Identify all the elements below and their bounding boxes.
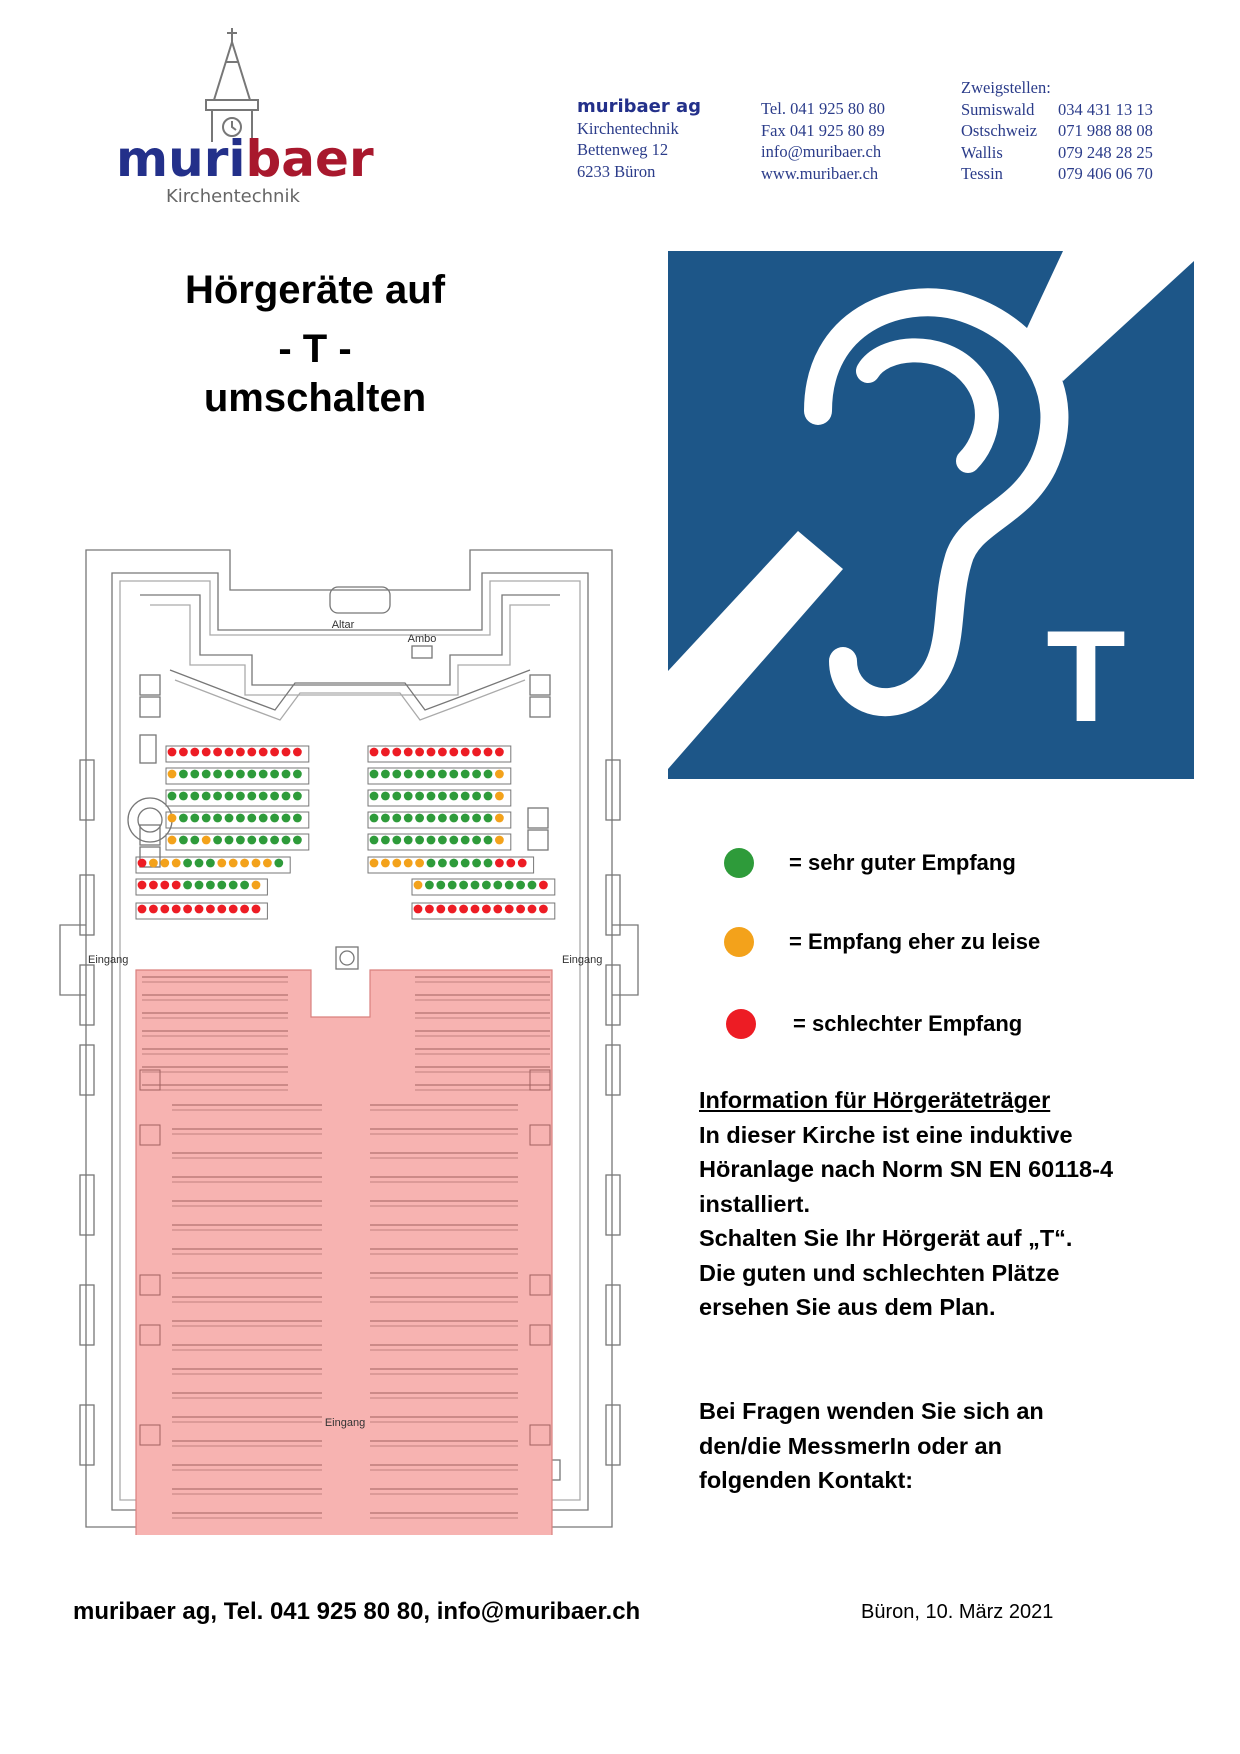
seat-marker: [404, 792, 413, 801]
seat-marker: [190, 770, 199, 779]
seat-marker: [149, 881, 158, 890]
seat-marker: [240, 881, 249, 890]
seat-marker: [190, 792, 199, 801]
seat-marker: [516, 881, 525, 890]
seat-marker: [229, 859, 238, 868]
seat-marker: [225, 770, 234, 779]
seat-marker: [495, 814, 504, 823]
seat-marker: [427, 792, 436, 801]
seat-marker: [236, 770, 245, 779]
seat-marker: [179, 836, 188, 845]
seat-marker: [195, 905, 204, 914]
seat-marker: [179, 748, 188, 757]
seat-marker: [381, 792, 390, 801]
seat-marker: [528, 881, 537, 890]
info-line: Schalten Sie Ihr Hörgerät auf „T“.: [699, 1225, 1073, 1251]
seat-marker: [213, 748, 222, 757]
seat-marker: [270, 836, 279, 845]
seat-marker: [270, 792, 279, 801]
seat-marker: [217, 859, 226, 868]
seat-marker: [495, 859, 504, 868]
logo-wordmark: [116, 130, 374, 188]
seat-marker: [282, 814, 291, 823]
info-line: Die guten und schlechten Plätze: [699, 1259, 1060, 1286]
seat-marker: [471, 905, 480, 914]
seat-marker: [259, 770, 268, 779]
branch-phone: 034 431 13 13: [1058, 99, 1153, 119]
hearing-loop-sign: [668, 251, 1194, 779]
seat-marker: [484, 814, 493, 823]
seat-marker: [381, 748, 390, 757]
seat-marker: [495, 792, 504, 801]
seat-marker: [202, 770, 211, 779]
contact-line: Bei Fragen wenden Sie sich an: [699, 1398, 1044, 1424]
seat-marker: [168, 770, 177, 779]
seat-marker: [202, 836, 211, 845]
branch-label: Zweigstellen:: [961, 78, 1051, 97]
seat-marker: [449, 814, 458, 823]
seat-marker: [414, 881, 423, 890]
seat-marker: [293, 748, 302, 757]
church-tower-icon: [110, 22, 370, 142]
seat-marker: [493, 881, 502, 890]
seat-marker: [370, 814, 379, 823]
seat-marker: [179, 792, 188, 801]
seat-marker: [539, 905, 548, 914]
seat-marker: [404, 836, 413, 845]
seat-marker: [206, 905, 215, 914]
seat-marker: [415, 748, 424, 757]
seat-marker: [516, 905, 525, 914]
seat-marker: [449, 770, 458, 779]
seat-marker: [425, 881, 434, 890]
seat-marker: [438, 836, 447, 845]
seat-marker: [370, 836, 379, 845]
seat-marker: [168, 836, 177, 845]
seat-marker: [449, 836, 458, 845]
seat-marker: [484, 770, 493, 779]
contact-email[interactable]: info@muribaer.ch: [761, 142, 882, 161]
seat-marker: [472, 836, 481, 845]
seat-marker: [472, 748, 481, 757]
seat-marker: [252, 905, 261, 914]
seat-marker: [190, 748, 199, 757]
seat-marker: [293, 836, 302, 845]
seat-marker: [484, 792, 493, 801]
branch-name: Wallis: [961, 142, 1003, 162]
branch-phone: 071 988 88 08: [1058, 121, 1153, 140]
seat-marker: [172, 859, 181, 868]
branch-item: [961, 99, 1153, 121]
seat-marker: [495, 770, 504, 779]
seat-marker: [495, 748, 504, 757]
seat-marker: [448, 881, 457, 890]
legend-bad-label: = schlechter Empfang: [793, 1011, 1023, 1036]
seat-marker: [225, 836, 234, 845]
seat-marker: [404, 814, 413, 823]
seat-marker: [179, 814, 188, 823]
info-heading: Information für Hörgeräteträger: [699, 1087, 1051, 1113]
seat-marker: [179, 770, 188, 779]
seat-marker: [392, 748, 401, 757]
seat-marker: [414, 905, 423, 914]
contact-block: [699, 1394, 1044, 1498]
seat-marker: [247, 792, 256, 801]
info-line: In dieser Kirche ist eine induktive: [699, 1121, 1073, 1148]
contact-line: den/die MessmerIn oder an: [699, 1432, 1002, 1459]
seat-marker: [427, 748, 436, 757]
branch-name: Ostschweiz: [961, 121, 1038, 140]
seat-marker: [259, 836, 268, 845]
seat-marker: [472, 770, 481, 779]
logo-subtitle: Kirchentechnik: [166, 186, 300, 207]
seat-marker: [225, 814, 234, 823]
seat-marker: [427, 859, 436, 868]
seat-marker: [217, 905, 226, 914]
seat-marker: [206, 859, 215, 868]
info-line: installiert.: [699, 1190, 811, 1217]
sign-letter: T: [1046, 603, 1126, 749]
seat-marker: [392, 814, 401, 823]
seat-marker: [392, 792, 401, 801]
legend-good-label: = sehr guter Empfang: [789, 850, 1016, 875]
seat-marker: [392, 859, 401, 868]
ambo-label: Ambo: [407, 633, 437, 645]
entrance-left-label: Eingang: [88, 954, 129, 966]
seat-marker: [168, 748, 177, 757]
seat-marker: [172, 881, 181, 890]
seat-marker: [236, 748, 245, 757]
seat-marker: [217, 881, 226, 890]
info-line: Höranlage nach Norm SN EN 60118-4: [699, 1156, 1114, 1182]
seat-marker: [149, 859, 158, 868]
seat-marker: [202, 748, 211, 757]
seat-marker: [259, 792, 268, 801]
contact-tel: Tel. 041 925 80 80: [761, 99, 885, 118]
seat-marker: [438, 770, 447, 779]
seat-marker: [236, 836, 245, 845]
seat-marker: [505, 905, 514, 914]
seat-marker: [282, 770, 291, 779]
company-line2: Bettenweg 12: [577, 140, 669, 159]
seat-marker: [436, 881, 445, 890]
seat-marker: [252, 859, 261, 868]
seat-marker: [415, 859, 424, 868]
seat-marker: [370, 770, 379, 779]
seat-marker: [213, 792, 222, 801]
company-line3: 6233 Büron: [577, 161, 656, 181]
branch-name: Sumiswald: [961, 99, 1035, 119]
seat-marker: [484, 748, 493, 757]
seat-marker: [229, 905, 238, 914]
company-contact: [761, 98, 885, 184]
seat-marker: [293, 770, 302, 779]
seat-marker: [459, 905, 468, 914]
seat-marker: [404, 748, 413, 757]
seat-marker: [381, 859, 390, 868]
title-line2: - T -: [278, 327, 352, 371]
seat-marker: [438, 748, 447, 757]
seat-marker: [190, 836, 199, 845]
branch-name: Tessin: [961, 164, 1003, 183]
seat-marker: [495, 836, 504, 845]
seat-marker: [461, 836, 470, 845]
hearing-loop-ear-icon: [668, 251, 1194, 779]
church-floorplan: [40, 525, 690, 1535]
seat-marker: [160, 881, 169, 890]
contact-web[interactable]: www.muribaer.ch: [761, 163, 879, 183]
seat-marker: [381, 814, 390, 823]
seat-marker: [484, 859, 493, 868]
seat-marker: [425, 905, 434, 914]
company-line1: Kirchentechnik: [577, 118, 679, 138]
logo-word-part2: baer: [245, 130, 374, 188]
seat-marker: [472, 859, 481, 868]
legend-good-dot: [724, 848, 754, 878]
seat-marker: [505, 881, 514, 890]
seat-marker: [138, 859, 147, 868]
company-name: muribaer ag: [577, 96, 702, 117]
seat-marker: [415, 814, 424, 823]
seat-marker: [247, 836, 256, 845]
seat-marker: [506, 859, 515, 868]
seat-marker: [270, 814, 279, 823]
seat-marker: [438, 792, 447, 801]
seat-marker: [195, 881, 204, 890]
seat-marker: [449, 859, 458, 868]
seat-marker: [449, 748, 458, 757]
company-address: [577, 96, 701, 182]
seat-marker: [160, 859, 169, 868]
seat-marker: [213, 814, 222, 823]
seat-marker: [448, 905, 457, 914]
seat-marker: [427, 814, 436, 823]
seat-marker: [293, 814, 302, 823]
branch-item: [961, 120, 1153, 142]
branch-list: [961, 77, 1153, 185]
branch-phone: 079 248 28 25: [1058, 142, 1153, 162]
seat-marker: [213, 770, 222, 779]
branch-item: [961, 163, 1153, 185]
seat-marker: [482, 905, 491, 914]
seat-marker: [202, 792, 211, 801]
seat-marker: [461, 792, 470, 801]
legend-medium-dot: [724, 927, 754, 957]
seat-marker: [183, 881, 192, 890]
seat-marker: [247, 814, 256, 823]
seat-marker: [149, 905, 158, 914]
seat-marker: [484, 836, 493, 845]
seat-marker: [438, 859, 447, 868]
seat-marker: [282, 836, 291, 845]
seat-marker: [427, 836, 436, 845]
legend-medium-label: = Empfang eher zu leise: [789, 929, 1041, 954]
contact-fax: Fax 041 925 80 89: [761, 120, 885, 140]
seat-marker: [138, 905, 147, 914]
seat-marker: [436, 905, 445, 914]
seat-marker: [415, 770, 424, 779]
seat-marker: [449, 792, 458, 801]
seat-marker: [183, 905, 192, 914]
seat-marker: [461, 748, 470, 757]
company-logo: [110, 22, 374, 212]
seat-marker: [461, 814, 470, 823]
seat-marker: [461, 770, 470, 779]
seat-marker: [168, 814, 177, 823]
seat-marker: [236, 814, 245, 823]
seat-marker: [225, 748, 234, 757]
seat-marker: [274, 859, 283, 868]
info-block: [699, 1083, 1113, 1325]
seat-marker: [472, 792, 481, 801]
seat-marker: [472, 814, 481, 823]
seat-marker: [370, 792, 379, 801]
footer-contact: muribaer ag, Tel. 041 925 80 80, info@muribaer.ch: [73, 1598, 641, 1625]
seat-marker: [282, 748, 291, 757]
seat-marker: [252, 881, 261, 890]
title-line1: Hörgeräte auf: [184, 268, 446, 312]
contact-line: folgenden Kontakt:: [699, 1467, 914, 1493]
seat-marker: [282, 792, 291, 801]
seat-marker: [518, 859, 527, 868]
seat-marker: [263, 859, 272, 868]
seat-marker: [138, 881, 147, 890]
seat-marker: [539, 881, 548, 890]
seat-marker: [229, 881, 238, 890]
logo-word-part1: muri: [116, 130, 246, 188]
seat-marker: [427, 770, 436, 779]
seat-marker: [259, 814, 268, 823]
seat-marker: [225, 792, 234, 801]
seat-marker: [202, 814, 211, 823]
seat-marker: [404, 770, 413, 779]
branch-phone: 079 406 06 70: [1058, 164, 1153, 183]
seat-marker: [415, 792, 424, 801]
seat-marker: [392, 770, 401, 779]
seat-marker: [213, 836, 222, 845]
seat-marker: [160, 905, 169, 914]
seat-marker: [459, 881, 468, 890]
seat-marker: [528, 905, 537, 914]
seat-marker: [482, 881, 491, 890]
seat-marker: [240, 905, 249, 914]
seat-marker: [240, 859, 249, 868]
seat-marker: [381, 836, 390, 845]
seat-marker: [190, 814, 199, 823]
branch-item: [961, 142, 1153, 164]
seat-marker: [270, 770, 279, 779]
seat-marker: [236, 792, 245, 801]
seat-marker: [172, 905, 181, 914]
info-line: ersehen Sie aus dem Plan.: [699, 1294, 996, 1320]
seat-marker: [370, 748, 379, 757]
seat-marker: [381, 770, 390, 779]
altar-label: Altar: [331, 619, 355, 631]
footer-date: Büron, 10. März 2021: [861, 1601, 1054, 1623]
entrance-right-label: Eingang: [562, 954, 603, 966]
seat-marker: [195, 859, 204, 868]
seat-marker: [438, 814, 447, 823]
seat-marker: [168, 792, 177, 801]
legend-bad-dot: [726, 1009, 756, 1039]
entrance-bottom-label: Eingang: [324, 1417, 366, 1429]
seat-marker: [259, 748, 268, 757]
seat-marker: [270, 748, 279, 757]
seat-marker: [471, 881, 480, 890]
seat-marker: [461, 859, 470, 868]
seat-marker: [415, 836, 424, 845]
seat-marker: [392, 836, 401, 845]
seat-marker: [404, 859, 413, 868]
title-line3: umschalten: [203, 376, 427, 420]
seat-marker: [247, 770, 256, 779]
seat-marker: [206, 881, 215, 890]
seat-marker: [247, 748, 256, 757]
seat-marker: [370, 859, 379, 868]
seat-marker: [493, 905, 502, 914]
seat-marker: [293, 792, 302, 801]
seat-marker: [183, 859, 192, 868]
